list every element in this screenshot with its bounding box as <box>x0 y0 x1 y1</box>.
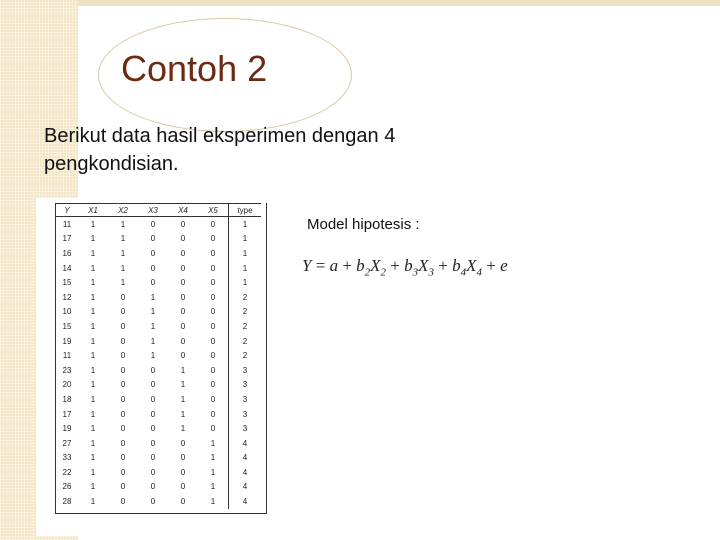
table-cell: 3 <box>229 421 262 436</box>
table-cell: 1 <box>90 438 96 448</box>
table-cell: 0 <box>120 351 126 361</box>
eq-x2-sub: 2 <box>380 266 387 279</box>
column-header <box>168 204 198 217</box>
table-cell: 16 <box>62 248 72 258</box>
table-cell: 2 <box>229 305 262 320</box>
table-body <box>56 217 261 509</box>
table-cell: 1 <box>90 321 96 331</box>
data-table <box>56 203 261 509</box>
model-label: Model hipotesis : <box>307 216 420 233</box>
table-cell: 2 <box>229 290 262 305</box>
table-cell: 1 <box>229 275 262 290</box>
table-cell: 1 <box>229 232 262 247</box>
table-cell: 1 <box>210 453 216 463</box>
table-cell: 1 <box>90 219 96 229</box>
table-cell: 4 <box>229 465 262 480</box>
table-cell: 0 <box>180 438 186 448</box>
table-cell: 1 <box>210 482 216 492</box>
table-row <box>56 217 261 232</box>
eq-x4-sub: 4 <box>476 266 483 279</box>
eq-x3: X <box>418 256 429 275</box>
table-cell: 1 <box>120 219 126 229</box>
table-cell: 4 <box>229 436 262 451</box>
table-cell: 1 <box>90 394 96 404</box>
column-header-label: X1 <box>88 205 98 215</box>
table-row <box>56 319 261 334</box>
table-cell: 1 <box>229 246 262 261</box>
table-cell: 15 <box>62 278 72 288</box>
table-cell: 0 <box>150 438 156 448</box>
table-cell: 17 <box>62 409 72 419</box>
table-cell: 1 <box>90 365 96 375</box>
table-cell: 1 <box>120 278 126 288</box>
table-cell: 0 <box>120 482 126 492</box>
column-header: Y <box>56 204 78 217</box>
eq-b4: b <box>452 256 461 275</box>
table-cell: 26 <box>62 482 72 492</box>
eq-b2-sub: 2 <box>364 266 371 279</box>
table-row <box>56 465 261 480</box>
table-cell: 12 <box>62 292 72 302</box>
eq-b3-sub: 3 <box>412 266 419 279</box>
table-cell: 0 <box>120 292 126 302</box>
table-header-row <box>56 204 261 217</box>
table-cell: 1 <box>120 234 126 244</box>
table-cell: 1 <box>180 409 186 419</box>
slide-title: Contoh 2 <box>121 48 268 89</box>
table-cell: 0 <box>180 336 186 346</box>
table-cell: 0 <box>150 380 156 390</box>
table-cell: 0 <box>150 263 156 273</box>
table-cell: 3 <box>229 363 262 378</box>
table-cell: 0 <box>180 453 186 463</box>
table-cell: 0 <box>180 278 186 288</box>
table-cell: 10 <box>62 307 72 317</box>
table-cell: 1 <box>229 217 262 232</box>
table-cell: 0 <box>210 234 216 244</box>
body-text: Berikut data hasil eksperimen dengan 4 pengkondisian. <box>44 125 396 175</box>
table-cell: 1 <box>180 424 186 434</box>
table-cell: 1 <box>150 351 156 361</box>
table-cell: 0 <box>150 248 156 258</box>
eq-plus: + <box>482 256 501 275</box>
table-cell: 11 <box>62 351 72 361</box>
table-cell: 1 <box>150 321 156 331</box>
table-cell: 28 <box>62 497 72 507</box>
table-cell: 0 <box>210 292 216 302</box>
table-cell: 0 <box>180 219 186 229</box>
table-cell: 1 <box>90 424 96 434</box>
table-cell: 15 <box>62 321 72 331</box>
table-cell: 17 <box>62 234 72 244</box>
table-cell: 0 <box>210 365 216 375</box>
table-cell: 0 <box>180 307 186 317</box>
table-cell: 0 <box>180 497 186 507</box>
eq-equals: = <box>311 256 330 275</box>
table-cell: 0 <box>210 321 216 331</box>
table-cell: 0 <box>210 351 216 361</box>
table-row <box>56 363 261 378</box>
table-cell: 1 <box>90 307 96 317</box>
table-cell: 19 <box>62 336 72 346</box>
table-row <box>56 246 261 261</box>
table-row <box>56 480 261 495</box>
table-cell: 0 <box>150 219 156 229</box>
table-cell: 0 <box>210 219 216 229</box>
table-cell: 27 <box>62 438 72 448</box>
table-cell: 18 <box>62 394 72 404</box>
column-header-label: X2 <box>118 205 128 215</box>
table-cell: 4 <box>229 494 262 509</box>
eq-x2: X <box>370 256 381 275</box>
table-cell: 1 <box>90 482 96 492</box>
table-cell: 0 <box>120 336 126 346</box>
table-cell: 11 <box>62 219 72 229</box>
table-cell: 0 <box>210 307 216 317</box>
table-cell: 1 <box>90 248 96 258</box>
table-row <box>56 421 261 436</box>
table-cell: 0 <box>180 321 186 331</box>
table-cell: 1 <box>90 351 96 361</box>
table-cell: 0 <box>180 482 186 492</box>
table-row <box>56 334 261 349</box>
decorative-top-band <box>78 0 720 6</box>
table-cell: 0 <box>120 321 126 331</box>
table-cell: 0 <box>120 380 126 390</box>
table-cell: 2 <box>229 348 262 363</box>
column-header-label: X4 <box>178 205 188 215</box>
table-cell: 4 <box>229 480 262 495</box>
table-cell: 0 <box>150 234 156 244</box>
table-cell: 0 <box>120 365 126 375</box>
table-cell: 3 <box>229 392 262 407</box>
table-cell: 0 <box>120 453 126 463</box>
table-cell: 0 <box>210 424 216 434</box>
eq-plus: + <box>386 256 405 275</box>
table-cell: 1 <box>90 497 96 507</box>
table-cell: 14 <box>62 263 72 273</box>
table-row <box>56 494 261 509</box>
table-cell: 0 <box>120 438 126 448</box>
eq-x3-sub: 3 <box>428 266 435 279</box>
table-cell: 0 <box>210 248 216 258</box>
table-cell: 0 <box>120 497 126 507</box>
table-row <box>56 451 261 466</box>
table-cell: 1 <box>90 453 96 463</box>
table-cell: 1 <box>120 248 126 258</box>
table-cell: 0 <box>210 394 216 404</box>
table-cell: 0 <box>150 394 156 404</box>
table-cell: 1 <box>90 409 96 419</box>
table-cell: 1 <box>150 307 156 317</box>
table-row <box>56 305 261 320</box>
table-cell: 0 <box>180 351 186 361</box>
table-cell: 1 <box>180 365 186 375</box>
table-cell: 1 <box>90 467 96 477</box>
table-cell: 0 <box>120 409 126 419</box>
table-cell: 0 <box>120 394 126 404</box>
table-cell: 1 <box>210 497 216 507</box>
table-cell: 0 <box>150 497 156 507</box>
table-cell: 23 <box>62 365 72 375</box>
table-cell: 0 <box>210 263 216 273</box>
table-cell: 0 <box>210 380 216 390</box>
table-cell: 0 <box>210 278 216 288</box>
table-row <box>56 275 261 290</box>
table-cell: 1 <box>90 263 96 273</box>
table-row <box>56 232 261 247</box>
table-row <box>56 407 261 422</box>
eq-plus: + <box>434 256 453 275</box>
table-cell: 0 <box>120 424 126 434</box>
table-cell: 2 <box>229 319 262 334</box>
table-cell: 2 <box>229 334 262 349</box>
table-cell: 0 <box>120 307 126 317</box>
eq-b3: b <box>404 256 413 275</box>
table-cell: 0 <box>120 467 126 477</box>
table-row <box>56 348 261 363</box>
table-cell: 0 <box>150 424 156 434</box>
table-row <box>56 392 261 407</box>
table-cell: 22 <box>62 467 72 477</box>
data-table-image <box>36 198 272 536</box>
table-cell: 1 <box>90 278 96 288</box>
table-cell: 1 <box>90 292 96 302</box>
table-row <box>56 378 261 393</box>
eq-b4-sub: 4 <box>460 266 467 279</box>
table-cell: 0 <box>180 234 186 244</box>
table-row <box>56 261 261 276</box>
table-cell: 1 <box>150 292 156 302</box>
table-cell: 0 <box>150 453 156 463</box>
eq-y: Y <box>302 256 312 275</box>
table-row <box>56 290 261 305</box>
table-cell: 1 <box>210 467 216 477</box>
column-header <box>108 204 138 217</box>
table-cell: 0 <box>210 409 216 419</box>
table-cell: 1 <box>120 263 126 273</box>
table-cell: 33 <box>62 453 72 463</box>
column-header <box>78 204 108 217</box>
table-cell: 0 <box>150 467 156 477</box>
table-cell: 1 <box>210 438 216 448</box>
table-cell: 0 <box>180 292 186 302</box>
table-cell: 1 <box>180 380 186 390</box>
table-cell: 20 <box>62 380 72 390</box>
hypothesis-equation <box>302 256 508 278</box>
table-cell: 1 <box>90 234 96 244</box>
table-cell: 1 <box>150 336 156 346</box>
table-cell: 0 <box>150 409 156 419</box>
table-cell: 0 <box>150 365 156 375</box>
table-row <box>56 436 261 451</box>
column-header: type <box>229 204 262 217</box>
table-cell: 0 <box>210 336 216 346</box>
table-cell: 0 <box>180 248 186 258</box>
table-cell: 0 <box>180 467 186 477</box>
table-cell: 19 <box>62 424 72 434</box>
eq-a: a <box>329 256 339 275</box>
table-cell: 0 <box>180 263 186 273</box>
eq-plus: + <box>338 256 357 275</box>
column-header-label: X5 <box>208 205 218 215</box>
table-cell: 1 <box>229 261 262 276</box>
column-header <box>138 204 168 217</box>
column-header-label: X3 <box>148 205 158 215</box>
table-cell: 1 <box>180 394 186 404</box>
eq-b2: b <box>356 256 365 275</box>
table-cell: 1 <box>90 380 96 390</box>
eq-x4: X <box>466 256 477 275</box>
table-cell: 4 <box>229 451 262 466</box>
table-cell: 1 <box>90 336 96 346</box>
column-header <box>198 204 229 217</box>
eq-e: e <box>500 256 508 275</box>
table-cell: 3 <box>229 407 262 422</box>
table-cell: 0 <box>150 482 156 492</box>
table-cell: 0 <box>150 278 156 288</box>
table-cell: 3 <box>229 378 262 393</box>
